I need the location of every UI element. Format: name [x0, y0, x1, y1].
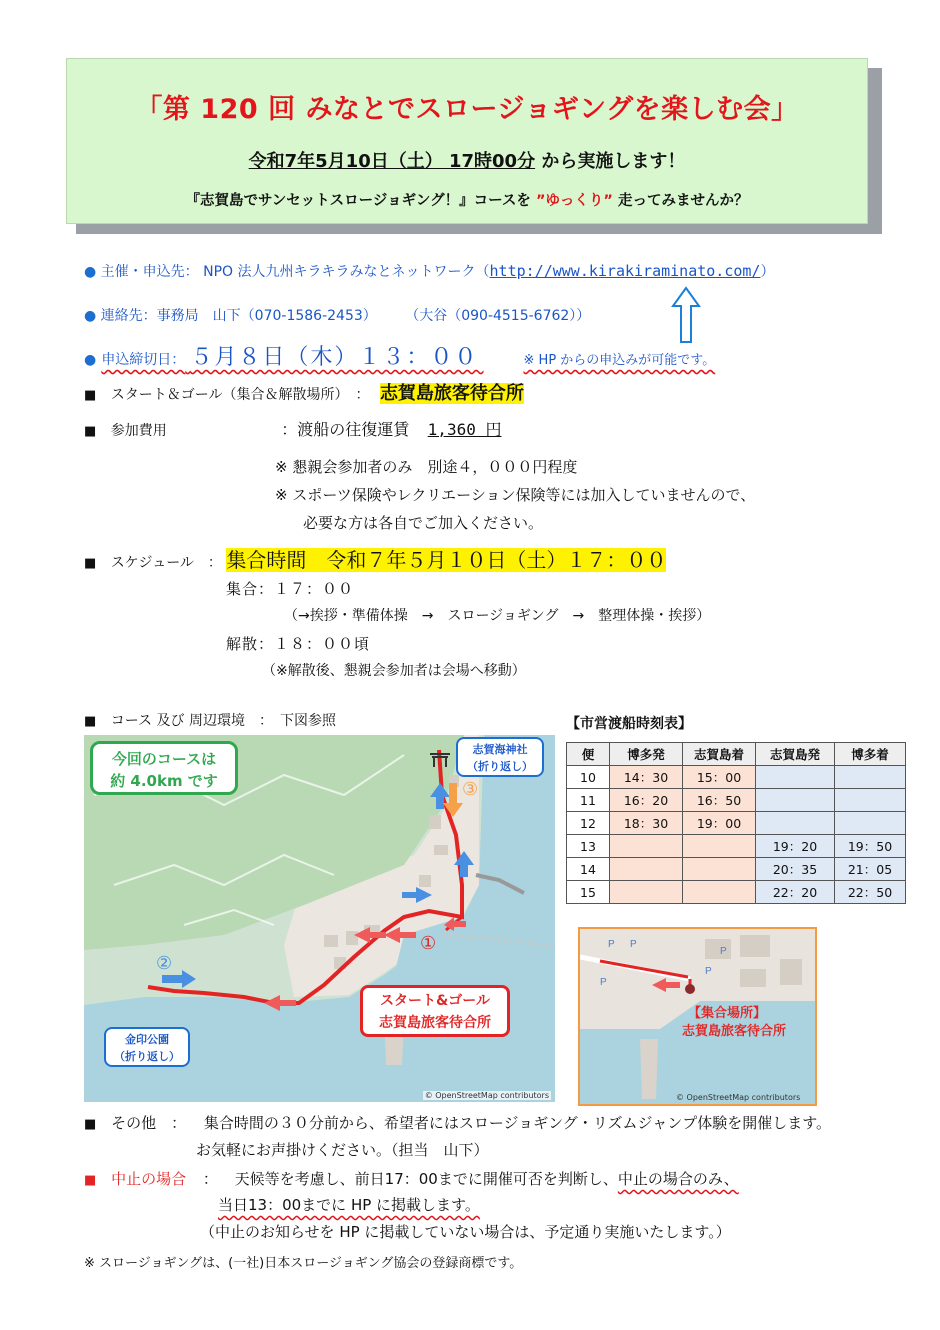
- deadline-value: ５月８日（木）１３：００: [190, 345, 479, 370]
- square-bullet-icon: ■: [84, 1173, 97, 1188]
- cancel-text-2: 当日13：00までに HP に掲載します。: [218, 1196, 480, 1214]
- fee-label: 参加費用: [110, 423, 167, 439]
- cancel-text-1b: 中止の場合のみ、: [617, 1170, 739, 1188]
- shrine-callout: [456, 737, 544, 777]
- meeting-point-name: 志賀島旅客待合所: [682, 1024, 787, 1039]
- ferry-cell: [756, 766, 835, 789]
- marker-1: ①: [420, 933, 437, 954]
- park-callout: [104, 1027, 190, 1067]
- deadline-row: [84, 340, 715, 371]
- insurance-note-1: ※ スポーツ保険やレクリエーション保険等には加入していませんので、: [275, 486, 756, 504]
- bullet-icon: ●: [84, 352, 97, 368]
- ferry-cell: 14：30: [610, 766, 683, 789]
- fee-value: ：渡船の往復運賃: [281, 420, 410, 439]
- cancel-text-3: （中止のお知らせを HP に掲載していない場合は、予定通り実施いたします。）: [200, 1223, 731, 1241]
- ferry-cell: 19：20: [756, 835, 835, 858]
- cancel-sep: ：: [202, 1170, 218, 1188]
- table-row: [567, 881, 906, 904]
- ferry-header-cell: 博多着: [835, 743, 906, 766]
- contact-row: [84, 305, 590, 325]
- ferry-cell: 16：20: [610, 789, 683, 812]
- map-credit: © OpenStreetMap contributors: [424, 1091, 549, 1100]
- square-bullet-icon: ■: [84, 1117, 97, 1132]
- ferry-title: 【市営渡船時刻表】: [566, 716, 692, 732]
- gather-time: 集合：１７：００: [226, 580, 355, 598]
- tagline-pre: 『志賀島でサンセットスロージョギング！』コースを: [185, 193, 531, 209]
- deadline-label: 申込締切日：: [101, 352, 186, 368]
- ferry-cell: [835, 789, 906, 812]
- inset-credit: © OpenStreetMap contributors: [676, 1093, 801, 1102]
- table-row: [567, 812, 906, 835]
- ferry-cell: 15：00: [683, 766, 756, 789]
- ferry-table: [566, 742, 906, 904]
- park-name: 金印公園: [125, 1033, 169, 1046]
- svg-text:P: P: [608, 939, 615, 950]
- contact-alt: （大谷（090-4515-6762））: [405, 308, 591, 324]
- square-bullet-icon: ■: [84, 424, 97, 439]
- party-note: ※ 懇親会参加者のみ 別途４，０００円程度: [275, 458, 578, 476]
- contact-label: 連絡先：事務局 山下（070-1586-2453）: [100, 308, 377, 324]
- ferry-cell: 16：50: [683, 789, 756, 812]
- meeting-point-label: [682, 1005, 787, 1041]
- fee-row: [84, 417, 501, 440]
- course-row: [84, 710, 336, 730]
- ferry-cell: 19：50: [835, 835, 906, 858]
- marker-3: ③: [462, 779, 479, 800]
- svg-text:P: P: [600, 977, 607, 988]
- trademark-note: ※ スロージョギングは、(一社)日本スロージョギング協会の登録商標です。: [84, 1256, 523, 1271]
- cancel-row: [84, 1168, 739, 1189]
- cancel-text-1a: 天候等を考慮し、前日17：00までに開催可否を判断し、: [234, 1170, 618, 1188]
- course-map[interactable]: [84, 735, 555, 1102]
- svg-text:P: P: [705, 966, 712, 977]
- event-date-value: 令和7年5月10日（土） 17時00分: [248, 151, 536, 172]
- other-text-1: 集合時間の３０分前から、希望者にはスロージョギング・リズムジャンプ体験を開催します。: [203, 1114, 832, 1132]
- schedule-value: 集合時間 令和７年５月１０日（土）１７：００: [226, 548, 667, 572]
- ferry-cell: 20：35: [756, 858, 835, 881]
- ferry-cell: [835, 812, 906, 835]
- schedule-row: [84, 544, 666, 573]
- start-goal-callout: [360, 985, 510, 1037]
- ferry-cell: 15: [567, 881, 610, 904]
- table-row: [567, 766, 906, 789]
- ferry-cell: 14: [567, 858, 610, 881]
- cancel-label: 中止の場合: [111, 1170, 187, 1188]
- ferry-cell: [756, 812, 835, 835]
- shrine-note: （折り返し）: [467, 760, 533, 773]
- disband-note: （※解散後、懇親会参加者は会場へ移動）: [262, 663, 526, 679]
- start-goal-line-1: スタート&ゴール: [380, 993, 490, 1009]
- program-flow: （→挨拶・準備体操 → スロージョギング → 整理体操・挨拶）: [284, 608, 711, 624]
- tagline-emphasis: ”ゆっくり”: [535, 193, 613, 209]
- bullet-icon: ●: [84, 264, 97, 280]
- ferry-header-cell: 便: [567, 743, 610, 766]
- shrine-name: 志賀海神社: [472, 743, 528, 756]
- ferry-cell: 21：05: [835, 858, 906, 881]
- square-bullet-icon: ■: [84, 388, 97, 403]
- ferry-cell: 10: [567, 766, 610, 789]
- bullet-icon: ●: [84, 308, 97, 324]
- ferry-header-cell: 志賀島着: [683, 743, 756, 766]
- organizer-value: NPO 法人九州キラキラみなとネットワーク（: [203, 264, 490, 280]
- table-row: [567, 835, 906, 858]
- ferry-cell: [756, 789, 835, 812]
- page-title: 「第 120 回 みなとでスロージョギングを楽しむ会」: [135, 94, 799, 125]
- start-goal-line-2: 志賀島旅客待合所: [379, 1015, 491, 1031]
- ferry-header-row: [567, 743, 906, 766]
- ferry-cell: 18：30: [610, 812, 683, 835]
- ferry-header-cell: 博多発: [610, 743, 683, 766]
- course-box-line-2: 約 4.0km です: [110, 772, 218, 790]
- tagline-post: 走ってみませんか？: [617, 193, 749, 209]
- fee-amount: 1,360 円: [427, 420, 502, 439]
- ferry-cell: 11: [567, 789, 610, 812]
- event-date-suffix: から実施します！: [541, 151, 686, 172]
- insurance-note-2: 必要な方は各自でご加入ください。: [303, 514, 544, 532]
- meeting-point-title: 【集合場所】: [688, 1006, 767, 1021]
- ferry-cell: [683, 858, 756, 881]
- table-row: [567, 789, 906, 812]
- ferry-cell: 19：00: [683, 812, 756, 835]
- other-text-2: お気軽にお声掛けください。（担当 山下）: [196, 1141, 489, 1159]
- ferry-cell: [610, 858, 683, 881]
- organizer-row: [84, 261, 774, 281]
- course-box-line-1: 今回のコースは: [111, 750, 217, 768]
- organizer-label: 主催・申込先：: [100, 264, 199, 280]
- ferry-cell: [683, 881, 756, 904]
- other-row: [84, 1112, 831, 1133]
- svg-text:P: P: [720, 946, 727, 957]
- other-label: その他 ：: [111, 1114, 187, 1132]
- square-bullet-icon: ■: [84, 714, 97, 729]
- ferry-cell: 22：20: [756, 881, 835, 904]
- deadline-note: ※ HP からの申込みが可能です。: [523, 353, 716, 368]
- ferry-cell: [610, 881, 683, 904]
- square-bullet-icon: ■: [84, 556, 97, 571]
- start-goal-row: [84, 379, 524, 405]
- schedule-label: スケジュール ：: [110, 555, 222, 571]
- organizer-url-link[interactable]: http://www.kirakiraminato.com/: [489, 262, 761, 280]
- marker-2: ②: [156, 953, 173, 974]
- ferry-cell: [610, 835, 683, 858]
- ferry-cell: 13: [567, 835, 610, 858]
- ferry-cell: 12: [567, 812, 610, 835]
- park-note: （折り返し）: [114, 1050, 180, 1063]
- disband-time: 解散：１８：００頃: [226, 635, 371, 653]
- header-banner: [66, 58, 868, 224]
- ferry-cell: 22：50: [835, 881, 906, 904]
- up-arrow-icon: [671, 286, 701, 344]
- meeting-point-map[interactable]: [578, 927, 817, 1106]
- course-distance-callout: [90, 741, 238, 795]
- table-row: [567, 858, 906, 881]
- start-goal-value: 志賀島旅客待合所: [379, 383, 524, 404]
- ferry-cell: [683, 835, 756, 858]
- ferry-header-cell: 志賀島発: [756, 743, 835, 766]
- start-goal-label: スタート＆ゴール（集合＆解散場所） ：: [110, 387, 370, 403]
- svg-text:P: P: [630, 939, 637, 950]
- event-date: [67, 147, 867, 173]
- tagline: [67, 189, 867, 210]
- course-label: コース 及び 周辺環境 ： 下図参照: [110, 713, 336, 729]
- ferry-cell: [835, 766, 906, 789]
- organizer-close: ）: [760, 264, 775, 280]
